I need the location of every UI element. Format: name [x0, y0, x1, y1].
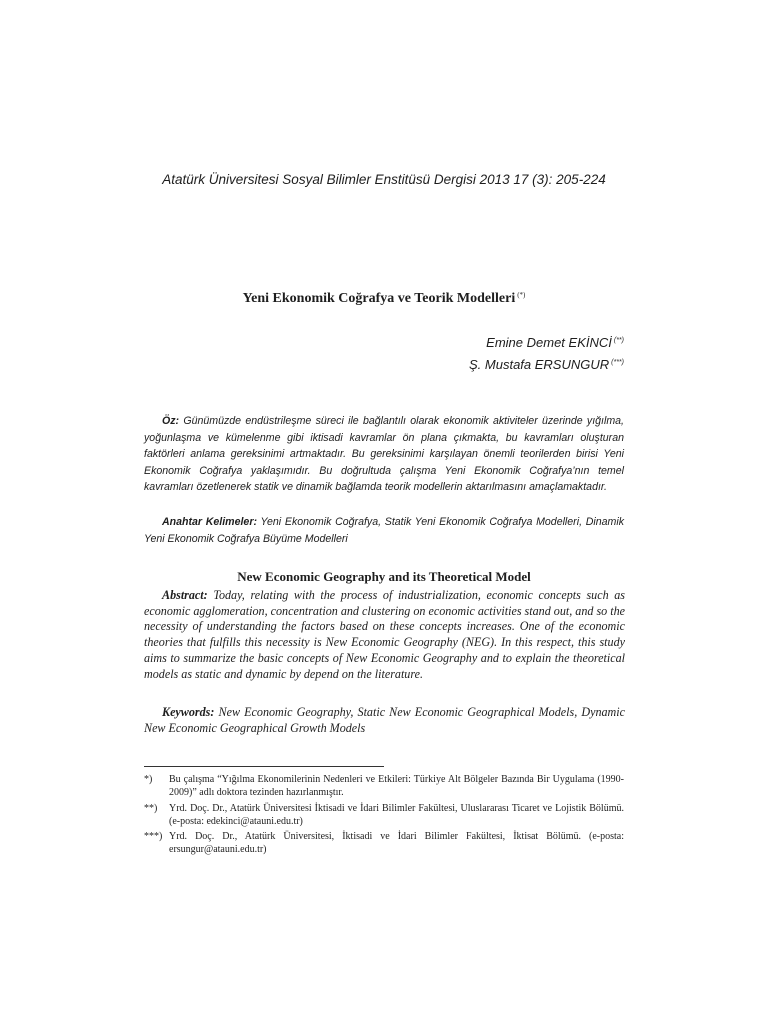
keywords-en-label: Keywords:	[162, 705, 215, 719]
footnote-2	[144, 802, 624, 828]
title-footnote-mark: (*)	[517, 291, 526, 299]
abstract-label: Abstract:	[162, 588, 208, 602]
author-1-footnote-mark: (**)	[613, 337, 624, 344]
footnote-2-mark: **)	[144, 803, 158, 814]
turkish-abstract	[144, 413, 624, 496]
keywords-tr-label: Anahtar Kelimeler:	[162, 516, 257, 528]
footnote-1	[144, 773, 624, 799]
footnote-3-mark: ***)	[144, 831, 163, 842]
author-2-footnote-mark: (***)	[611, 359, 624, 366]
oz-text: Günümüzde endüstrileşme süreci ile bağlantılı olarak ekonomik aktiviteler üzerinde yığılma, yoğunlaşma ve kümelenme gibi iktisadi kavramlar ön plana çıkmakta, bu kavramları oluşturan faktörleri anlama gereksinimi artmaktadır. Bu gereksinimi karşılayan önemli teorilerden birisi Yeni Ekonomik Coğrafya yaklaşımıdır. Bu doğrultuda çalışma Yeni Ekonomik Coğrafya’nın temel kavramları özetlenerek statik ve dinamik bağlamda teorik modellerin aktarılmasını amaçlamaktadır.	[144, 415, 624, 493]
turkish-title	[0, 291, 768, 307]
footnote-1-text: Bu çalışma “Yığılma Ekonomilerinin Nedenleri ve Etkileri: Türkiye Alt Bölgeler Bazında Bir Uygulama (1990-2009)” adlı doktora tezinden hazırlanmıştır.	[169, 774, 624, 798]
english-keywords	[144, 705, 625, 736]
author-1	[486, 335, 624, 350]
turkish-keywords	[144, 514, 624, 547]
english-abstract	[144, 588, 625, 682]
english-title: New Economic Geography and its Theoretical Model	[237, 569, 531, 584]
abstract-text: Today, relating with the process of industrialization, economic concepts such as economic agglomeration, concentration and clustering on economic activities stand out, and so the necessity of understanding the factors based on these concepts increases. One of the economic theories that fulfills this necessity is New Economic Geography (NEG). In this respect, this study aims to summarize the basic concepts of New Economic Geography and to explain the theoretical models as static and dynamic by depend on the literature.	[144, 588, 626, 681]
footnote-3	[144, 830, 624, 856]
footnote-3-text: Yrd. Doç. Dr., Atatürk Üniversitesi, İktisadi ve İdari Bilimler Fakültesi, İktisat Bölümü. (e-posta: ersungur@atauni.edu.tr)	[169, 831, 624, 855]
keywords-en-text: New Economic Geography, Static New Economic Geographical Models, Dynamic New Economic Geographical Growth Models	[144, 705, 625, 735]
oz-label: Öz:	[162, 415, 180, 427]
author-2	[469, 357, 624, 372]
journal-header: Atatürk Üniversitesi Sosyal Bilimler Enstitüsü Dergisi 2013 17 (3): 205-224	[162, 172, 606, 187]
turkish-title-text: Yeni Ekonomik Coğrafya ve Teorik Modelleri	[242, 291, 516, 306]
author-1-name: Emine Demet EKİNCİ	[486, 335, 612, 350]
footnote-1-mark: *)	[144, 774, 153, 785]
keywords-tr-text: Yeni Ekonomik Coğrafya, Statik Yeni Ekonomik Coğrafya Modelleri, Dinamik Yeni Ekonomik Coğrafya Büyüme Modelleri	[144, 516, 624, 545]
footnote-separator	[144, 766, 384, 767]
author-2-name: Ş. Mustafa ERSUNGUR	[469, 357, 610, 372]
footnote-2-text: Yrd. Doç. Dr., Atatürk Üniversitesi İktisadi ve İdari Bilimler Fakültesi, Uluslararası Ticaret ve Lojistik Bölümü. (e-posta: edekinci@atauni.edu.tr)	[169, 803, 624, 827]
